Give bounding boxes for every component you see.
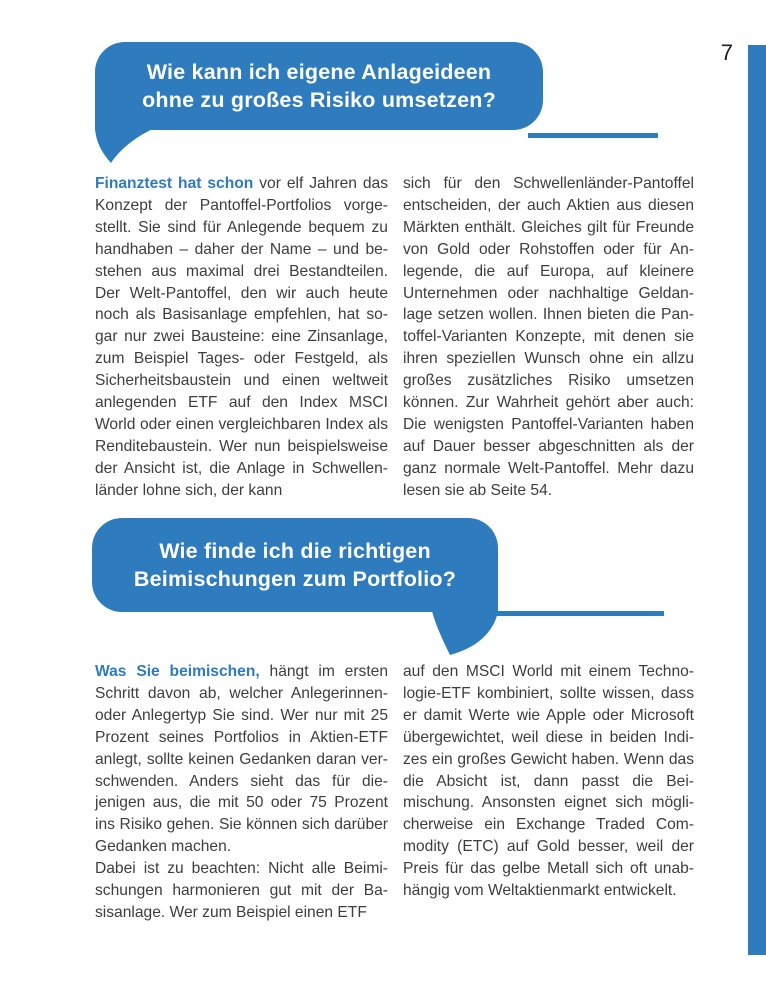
paragraph — [95, 661, 388, 858]
speech-bubble-tail-icon — [432, 611, 498, 655]
body-text: vor elf Jahren das Konzept der Pantoffel-Portfolios vorgestellt. Sie sind für Anlegende bequem zu handhaben – daher der Name – und bestehen aus maximal drei Bestandteilen. Der Welt-Pantoffel, den wir auch heute noch als Basisanlage empfehlen, hat sogar nur zwei Bausteine: eine Zinsanlage, zum Beispiel Tages- oder Festgeld, als Sicherheitsbaustein und einen weltweit anlegenden ETF auf den Index MSCI World oder einen vergleichbaren Index als Renditebaustein. Wer nun beispielsweise der Ansicht ist, die Anlage in Schwellenländer lohne sich, der kann — [95, 175, 388, 499]
section-2-left-column — [95, 661, 388, 924]
question-1-line-1: Wie kann ich eigene Anlageideen — [146, 60, 492, 84]
divider-line-2 — [494, 611, 664, 616]
question-bubble-2 — [92, 518, 498, 612]
paragraph: Dabei ist zu beachten: Nicht alle Beimischungen harmonieren gut mit der Basisanlage. Wer zum Beispiel einen ETF — [95, 860, 388, 921]
paragraph — [95, 173, 388, 502]
divider-line-1 — [528, 133, 658, 138]
question-2-line-2: Beimischungen zum Portfolio? — [133, 567, 457, 591]
section-1-right-column — [403, 173, 694, 502]
speech-bubble-tail-icon — [95, 129, 153, 163]
section-1-left-column — [95, 173, 388, 502]
right-edge-bar — [748, 45, 766, 955]
question-bubble-1 — [95, 42, 543, 130]
body-text: hängt im ersten Schritt davon ab, welcher Anlegerinnen- oder Anlegertyp Sie sind. Wer nur mit 25 Prozent seines Portfolios in Aktien-ETF anlegt, sollte keinen Gedanken daran verschwenden. Anders sieht das für diejenigen aus, die mit 50 oder 75 Prozent ins Risiko gehen. Sie können sich darüber Gedanken machen. — [95, 663, 389, 856]
lead-in-text: Was Sie beimischen, — [95, 663, 260, 680]
question-1-line-2: ohne zu großes Risiko umsetzen? — [142, 88, 496, 112]
section-2-right-column — [403, 661, 694, 902]
paragraph: auf den MSCI World mit einem Technologie-ETF kombiniert, sollte wissen, dass er damit Werte wie Apple oder Microsoft übergewichtet, weil diese in beiden Indizes ein großes Gewicht haben. Wenn das die Absicht ist, dann passt die Beimischung. Ansonsten eignet sich möglicherweise ein Exchange Traded Commodity (ETC) auf Gold besser, weil der Preis für das gelbe Metall sich oft unabhängig vom Weltaktienmarkt entwickelt. — [403, 663, 694, 900]
paragraph: sich für den Schwellenländer-Pantoffel entscheiden, der auch Aktien aus diesen Märkten enthält. Gleiches gilt für Freunde von Gold oder Rohstoffen oder für Anlegende, die auf Europa, auf kleinere Unternehmen oder nachhaltige Geldanlage setzen wollen. Ihnen bieten die Pantoffel-Varianten Konzepte, mit denen sie ihren speziellen Wunsch ohne ein allzu großes zusätzliches Risiko umsetzen können. Zur Wahrheit gehört aber auch: Die wenigsten Pantoffel-Varianten haben auf Dauer besser abgeschnitten als der ganz normale Welt-Pantoffel. Mehr dazu lesen sie ab Seite 54. — [403, 175, 694, 499]
lead-in-text: Finanztest hat schon — [95, 175, 254, 192]
page-number: 7 — [720, 40, 733, 65]
question-2-line-1: Wie finde ich die richtigen — [159, 539, 431, 563]
